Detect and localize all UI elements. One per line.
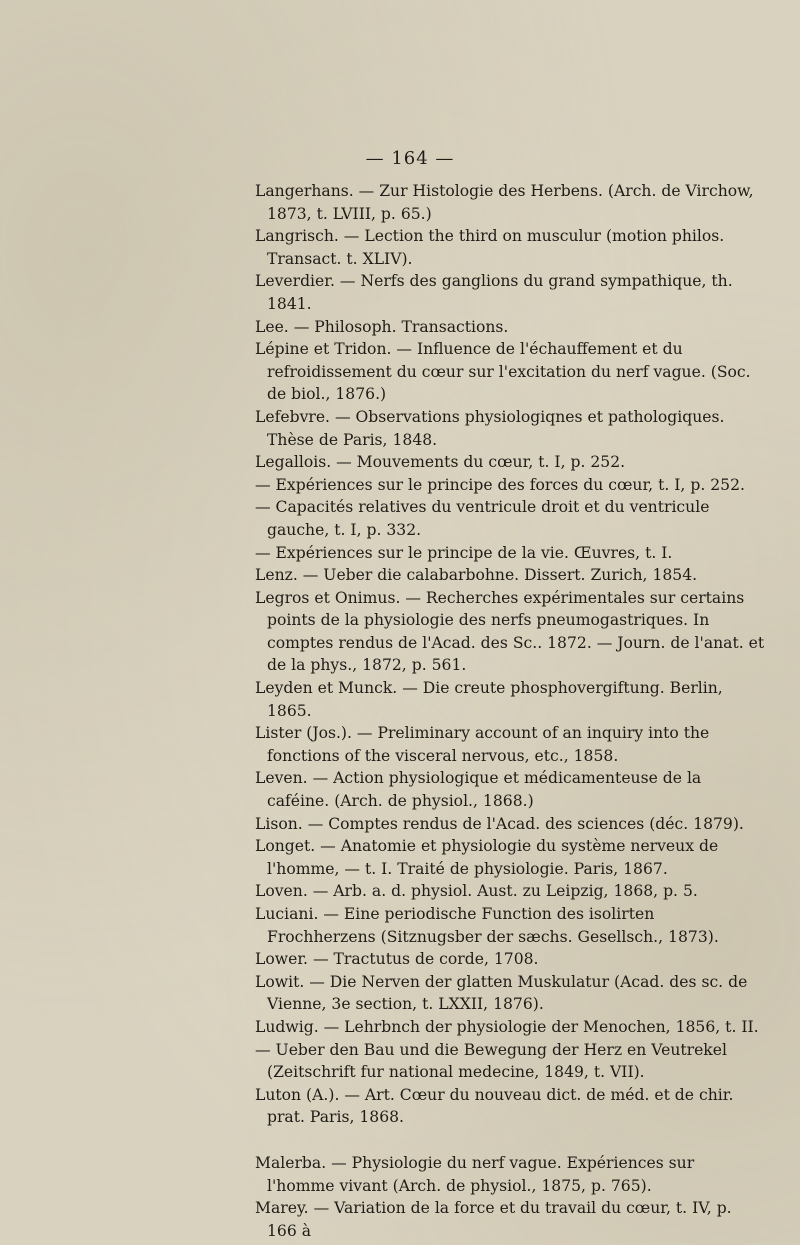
bibliography-entry: Loven. — Arb. a. d. physiol. Aust. zu Leipzig, 1868, p. 5. — [255, 882, 698, 901]
bibliography-entry: Marey. — Variation de la force et du travail du cœur, t. IV, p. 166 à — [255, 1199, 732, 1240]
bibliography-entry: Lower. — Tractutus de corde, 1708. — [255, 950, 539, 969]
bibliography-entry: Lister (Jos.). — Preliminary account of an inquiry into the fonctions of the visceral nervous, etc., 1858. — [255, 724, 710, 765]
bibliography-entry: Luton (A.). — Art. Cœur du nouveau dict. de méd. et de chir. prat. Paris, 1868. — [255, 1085, 734, 1127]
page-number-header: — 164 — — [365, 148, 455, 169]
bibliography-entry: — Ueber den Bau und die Bewegung der Herz en Veutrekel (Zeitschrift fur national medecine, 1849, t. VII). — [255, 1040, 727, 1082]
bibliography-entry: Langerhans. — Zur Histologie des Herbens. (Arch. de Virchow, 1873, t. LVIII, p. 65.) — [255, 182, 754, 223]
bibliography-entry: Lenz. — Ueber die calabarbohne. Dissert. Zurich, 1854. — [255, 566, 698, 585]
bibliography-entry: — Capacités relatives du ventricule droit et du ventricule gauche, t. I, p. 332. — [255, 498, 710, 539]
bibliography-entry: — Expériences sur le principe de la vie. Œuvres, t. I. — [255, 543, 673, 562]
bibliography-entry: Leyden et Munck. — Die creute phosphovergiftung. Berlin, 1865. — [255, 679, 723, 720]
bibliography-entry: Legros et Onimus. — Recherches expérimentales sur certains points de la physiologie des nerfs pneumogastriques. In comptes rendus de l'Acad. des Sc.. 1872. — Journ. de l'anat. et de la phys., 1872, p. 561. — [255, 588, 765, 675]
bibliography-entry: Ludwig. — Lehrbnch der physiologie der Menochen, 1856, t. II. — [255, 1017, 759, 1036]
bibliography-entry: Longet. — Anatomie et physiologie du système nerveux de l'homme, — t. I. Traité de physiologie. Paris, 1867. — [255, 837, 719, 878]
bibliography-list — [255, 180, 765, 1242]
bibliography-entry: Lison. — Comptes rendus de l'Acad. des sciences (déc. 1879). — [255, 814, 744, 833]
bibliography-entry: Langrisch. — Lection the third on musculur (motion philos. Transact. t. XLIV). — [255, 227, 725, 268]
bibliography-entry: Legallois. — Mouvements du cœur, t. I, p. 252. — [255, 453, 626, 472]
bibliography-entry: Luciani. — Eine periodische Function des isolirten Frochherzens (Sitznugsber der sæchs. Gesellsch., 1873). — [255, 905, 719, 946]
bibliography-entry: Lefebvre. — Observations physiologiqnes et pathologiques. Thèse de Paris, 1848. — [255, 407, 725, 449]
bibliography-entry: Lee. — Philosoph. Transactions. — [255, 317, 509, 336]
bibliography-entry: Leven. — Action physiologique et médicamenteuse de la caféine. (Arch. de physiol., 1868.) — [255, 769, 702, 811]
bibliography-entry: — Expériences sur le principe des forces du cœur, t. I, p. 252. — [255, 475, 745, 494]
bibliography-entry: Lowit. — Die Nerven der glatten Muskulatur (Acad. des sc. de Vienne, 3e section, t. LXXII, 1876). — [255, 972, 748, 1014]
bibliography-entry: Malerba. — Physiologie du nerf vague. Expériences sur l'homme vivant (Arch. de physiol., 1875, p. 765). — [255, 1153, 695, 1195]
bibliography-entry: Leverdier. — Nerfs des ganglions du grand sympathique, th. 1841. — [255, 272, 733, 313]
bibliography-entry: Lépine et Tridon. — Influence de l'échauffement et du refroidissement du cœur sur l'excitation du nerf vague. (Soc. de biol., 1876.) — [255, 340, 751, 404]
